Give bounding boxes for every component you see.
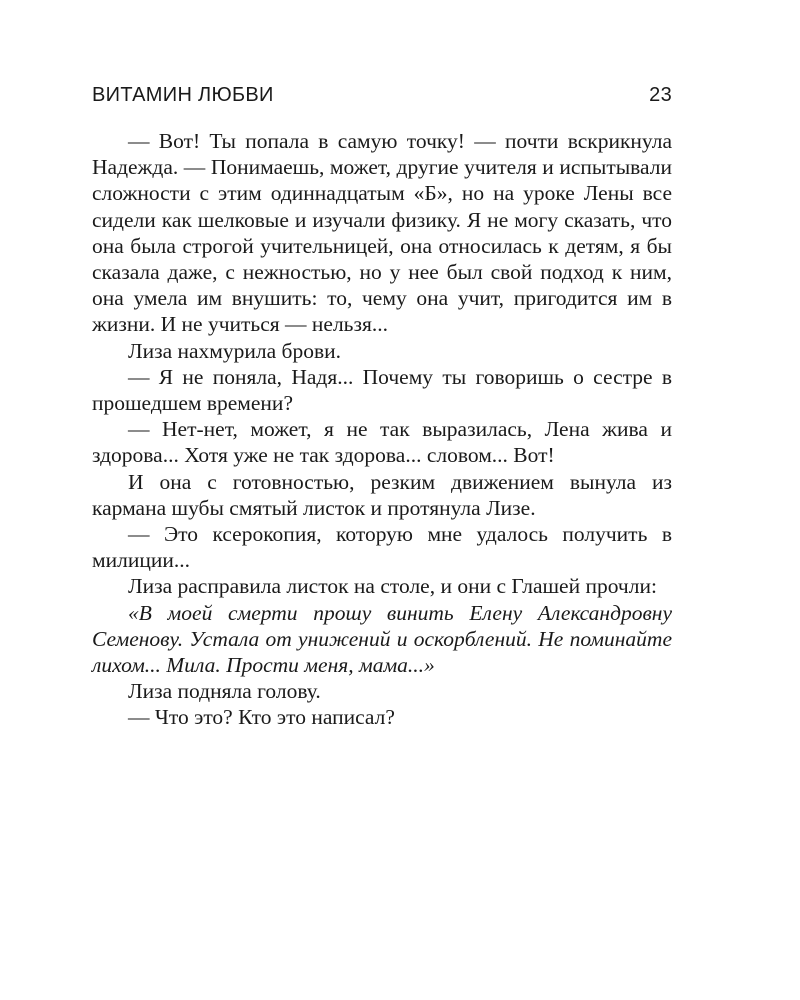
paragraph: — Я не поняла, Надя... Почему ты говоришь о сестре в прошедшем времени? <box>92 364 672 416</box>
running-head <box>92 84 672 110</box>
paragraph: Лиза нахмурила брови. <box>128 338 342 363</box>
body-text <box>92 128 672 731</box>
book-title: ВИТАМИН ЛЮБВИ <box>92 84 274 106</box>
paragraph: — Это ксерокопия, которую мне удалось получить в милиции... <box>92 522 672 573</box>
paragraph: Лиза подняла голову. <box>128 679 321 704</box>
paragraph: — Вот! Ты попала в самую точку! — почти вскрикнула Надежда. — Понимаешь, может, другие учителя и испытывали сложности с этим одиннадцатым «Б», но на уроке Лены все сидели как шелковые и изучали физику. Я не могу сказать, что она была строгой учительницей, она относилась к детям, я бы сказала даже, с нежностью, но у нее был свой подход к ним, она умела им внушить: то, чему она учит, пригодится им в жизни. И не учиться — нельзя... <box>92 129 672 337</box>
paragraph: И она с готовностью, резким движением вынула из кармана шубы смятый листок и протянула Лизе. <box>92 469 672 520</box>
paragraph: Лиза расправила листок на столе, и они с Глашей прочли: <box>128 574 657 599</box>
quoted-note: «В моей смерти прошу винить Елену Александровну Семенову. Устала от унижений и оскорблений. Не поминайте лихом... Мила. Прости меня, мама...» <box>92 600 672 678</box>
page-number: 23 <box>649 84 672 106</box>
paragraph: — Нет-нет, может, я не так выразилась, Лена жива и здорова... Хотя уже не так здорова... словом... Вот! <box>92 417 672 468</box>
paragraph: — Что это? Кто это написал? <box>128 705 395 730</box>
